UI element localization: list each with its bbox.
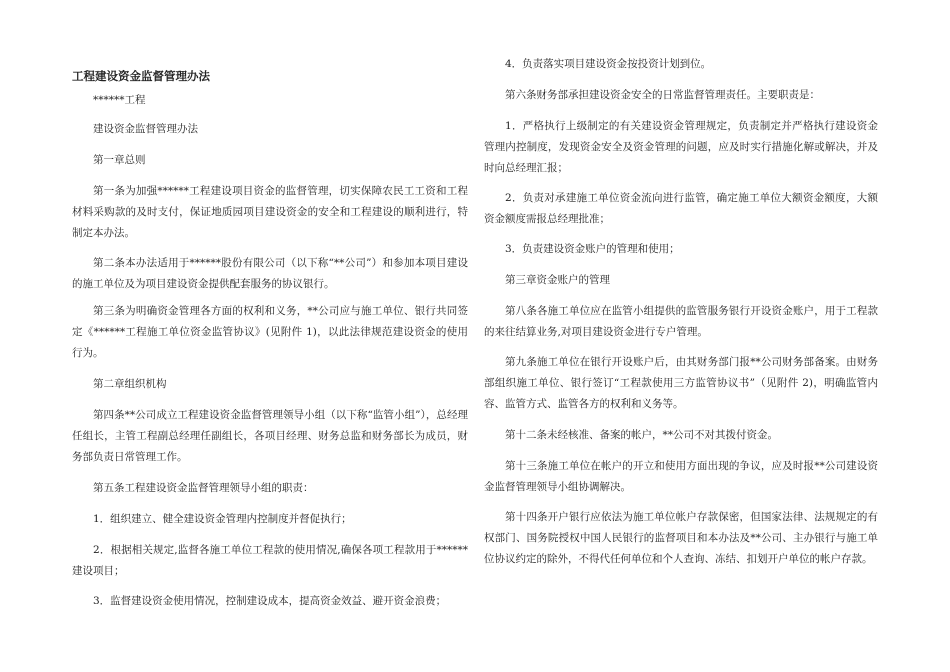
- paragraph: 第一条为加强******工程建设项目资金的监督管理，切实保障农民工工资和工程材料采购款的及时支付，保证地质园项目建设资金的安全和工程建设的顺利进行，特制定本办法。: [72, 185, 468, 239]
- paragraph: ******工程: [93, 94, 146, 106]
- list-item: 1．严格执行上级制定的有关建设资金管理规定，负责制定并严格执行建设资金管理内控制度，发现资金安全及资金管理的问题，应及时实行措施化解或解决，并及时向总经理汇报；: [484, 120, 878, 174]
- list-item: 3．负责建设资金账户的管理和使用；: [505, 243, 680, 255]
- paragraph: 建设资金监督管理办法: [93, 123, 198, 135]
- paragraph: 第四条**公司成立工程建设资金监督管理领导小组（以下称“监管小组”），总经理任组长，主管工程副总经理任副组长，各项目经理、财务总监和财务部长为成员，财务部负责日常管理工作。: [72, 409, 468, 463]
- paragraph: 第五条工程建设资金监督管理领导小组的职责：: [93, 482, 314, 494]
- paragraph: 第九条施工单位在银行开设账户后，由其财务部门报**公司财务部备案。由财务部组织施工单位、银行签订“工程款使用三方监管协议书”（见附件 2)，明确监管内容、监管方式、监管各方的权利和义务等。: [484, 356, 878, 410]
- chapter-heading: 第一章总则: [93, 154, 146, 166]
- paragraph: 第三条为明确资金管理各方面的权利和义务，**公司应与施工单位、银行共同签定《******工程施工单位资金监管协议》(见附件 1)，以此法律规范建设资金的使用行为。: [72, 305, 468, 359]
- paragraph: 第十四条开户银行应依法为施工单位帐户存款保密，但国家法律、法规规定的有权部门、国务院授权中国人民银行的监督项目和本办法及**公司、主办银行与施工单位协议约定的除外，不得代任何单位和个人查询、冻结、扣划开户单位的帐户存款。: [484, 511, 878, 565]
- chapter-heading: 第三章资金账户的管理: [505, 274, 610, 286]
- paragraph: 第十二条未经核准、备案的帐户，**公司不对其拨付资金。: [505, 429, 778, 441]
- list-item: 2．根据相关规定,监督各施工单位工程款的使用情况,确保各项工程款用于******建设项目；: [72, 544, 468, 577]
- paragraph: 第六条财务部承担建设资金安全的日常监督管理责任。主要职责是：: [505, 89, 820, 101]
- paragraph: 第十三条施工单位在帐户的开立和使用方面出现的争议，应及时报**公司建设资金监督管理领导小组协调解决。: [484, 460, 878, 493]
- list-item: 4．负责落实项目建设资金按投资计划到位。: [505, 58, 712, 70]
- list-item: 2．负责对承建施工单位资金流向进行监管，确定施工单位大额资金额度，大额资金额度需报总经理批准；: [484, 192, 878, 225]
- paragraph: 第二条本办法适用于******股份有限公司（以下称“**公司”）和参加本项目建设的施工单位及为项目建设资金提供配套服务的协议银行。: [72, 257, 468, 290]
- document-title: 工程建设资金监督管理办法: [72, 69, 210, 83]
- list-item: 3．监督建设资金使用情况，控制建设成本，提高资金效益、避开资金浪费；: [93, 595, 447, 607]
- chapter-heading: 第二章组织机构: [93, 378, 167, 390]
- paragraph: 第八条各施工单位应在监管小组提供的监管服务银行开设资金账户，用于工程款的来往结算业务,对项目建设资金进行专户管理。: [484, 305, 878, 338]
- list-item: 1．组织建立、健全建设资金管理内控制度并督促执行；: [93, 513, 352, 525]
